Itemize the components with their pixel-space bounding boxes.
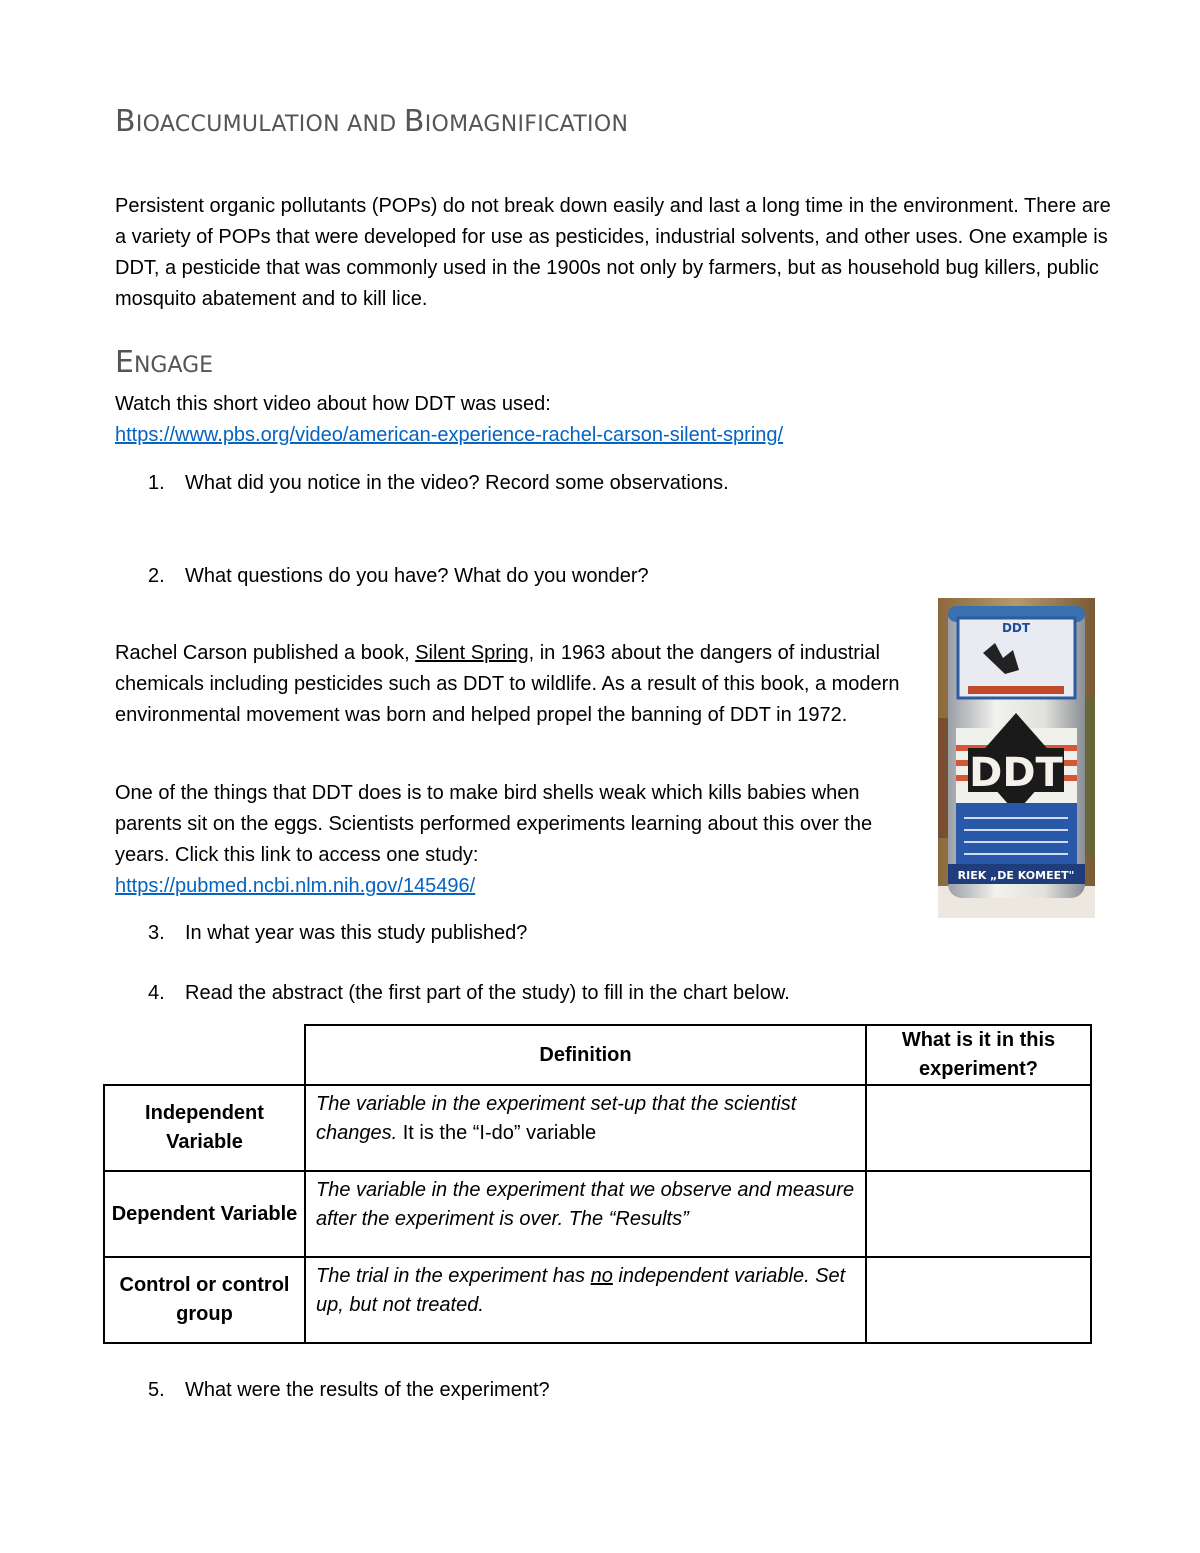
table-row (104, 1085, 1091, 1171)
question-1 (148, 469, 1048, 497)
carson-before: Rachel Carson published a book, (115, 642, 416, 664)
header-definition: Definition (305, 1025, 866, 1085)
question-text: Read the abstract (the first part of the study) to fill in the chart below. (185, 982, 790, 1004)
definition-before: The trial in the experiment has (316, 1265, 591, 1287)
definition-control (305, 1257, 866, 1343)
definition-dependent: The variable in the experiment that we observe and measure after the experiment is over. The “Results” (305, 1171, 866, 1257)
question-2 (148, 562, 1048, 590)
page-title (115, 104, 628, 139)
question-text: In what year was this study published? (185, 922, 528, 944)
definition-after: independent variable. Set up, but not treated. (316, 1265, 846, 1316)
question-text: What were the results of the experiment? (185, 1379, 550, 1401)
title-part-2: IOMAGNIFICATION (424, 112, 629, 137)
question-number: 4. (148, 982, 165, 1004)
carson-paragraph (115, 638, 925, 731)
question-number: 3. (148, 922, 165, 944)
question-number: 5. (148, 1379, 165, 1401)
question-number: 2. (148, 565, 165, 587)
book-title: Silent Spring (415, 642, 529, 664)
row-label-control: Control or control group (104, 1257, 305, 1343)
engage-initial: E (115, 345, 134, 380)
carson-after: , in 1963 about the dangers of industrial chemicals including pesticides such as DDT to wildlife. As a result of this book, a modern environmental movement was born and helped propel the banning of DDT in 1972. (115, 642, 900, 726)
ddt-can-illustration (938, 598, 1095, 918)
table-row (104, 1257, 1091, 1343)
answer-cell-control[interactable] (866, 1257, 1091, 1343)
study-link[interactable]: https://pubmed.ncbi.nlm.nih.gov/145496/ (115, 875, 476, 897)
can-main-label: DDT (969, 750, 1063, 796)
can-top-label: DDT (1001, 621, 1031, 635)
answer-cell-independent[interactable] (866, 1085, 1091, 1171)
definition-normal: It is the “I-do” variable (397, 1122, 597, 1144)
question-3 (148, 919, 1048, 947)
title-part-1: IOACCUMULATION AND (135, 112, 404, 137)
ddt-can-photo (938, 598, 1095, 918)
engage-heading (115, 345, 213, 380)
title-initial-1: B (115, 104, 136, 139)
row-label-dependent: Dependent Variable (104, 1171, 305, 1257)
answer-cell-dependent[interactable] (866, 1171, 1091, 1257)
watch-text: Watch this short video about how DDT was used: (115, 393, 551, 415)
question-text: What did you notice in the video? Record some observations. (185, 472, 729, 494)
definition-italic: The variable in the experiment set-up that the scientist changes. (316, 1093, 797, 1144)
table-corner (104, 1025, 305, 1085)
variables-chart (103, 1024, 1092, 1344)
question-number: 1. (148, 472, 165, 494)
question-4 (148, 979, 1048, 1007)
table-header-row (104, 1025, 1091, 1085)
definition-independent (305, 1085, 866, 1171)
header-experiment: What is it in this experiment? (866, 1025, 1091, 1085)
row-label-independent: Independent Variable (104, 1085, 305, 1171)
ddt-paragraph: One of the things that DDT does is to make bird shells weak which kills babies when parents sit on the eggs. Scientists performed experiments learning about this over the years. Click this link to access one study: (115, 782, 873, 866)
definition-underlined-word: no (590, 1265, 613, 1287)
title-initial-2: B (403, 104, 425, 139)
can-bottom-label: RIEK „DE KOMEET" (957, 869, 1075, 882)
intro-paragraph: Persistent organic pollutants (POPs) do not break down easily and last a long time in the environment. There are a variety of POPs that were developed for use as pesticides, industrial solvents, and other uses. One example is DDT, a pesticide that was commonly used in the 1900s not only by farmers, but as household bug killers, public mosquito abatement and to kill lice. (115, 195, 1111, 310)
table-row (104, 1171, 1091, 1257)
question-5 (148, 1376, 1048, 1404)
question-text: What questions do you have? What do you wonder? (185, 565, 649, 587)
engage-rest: NGAGE (133, 353, 214, 378)
video-link[interactable]: https://www.pbs.org/video/american-experience-rachel-carson-silent-spring/ (115, 424, 784, 446)
